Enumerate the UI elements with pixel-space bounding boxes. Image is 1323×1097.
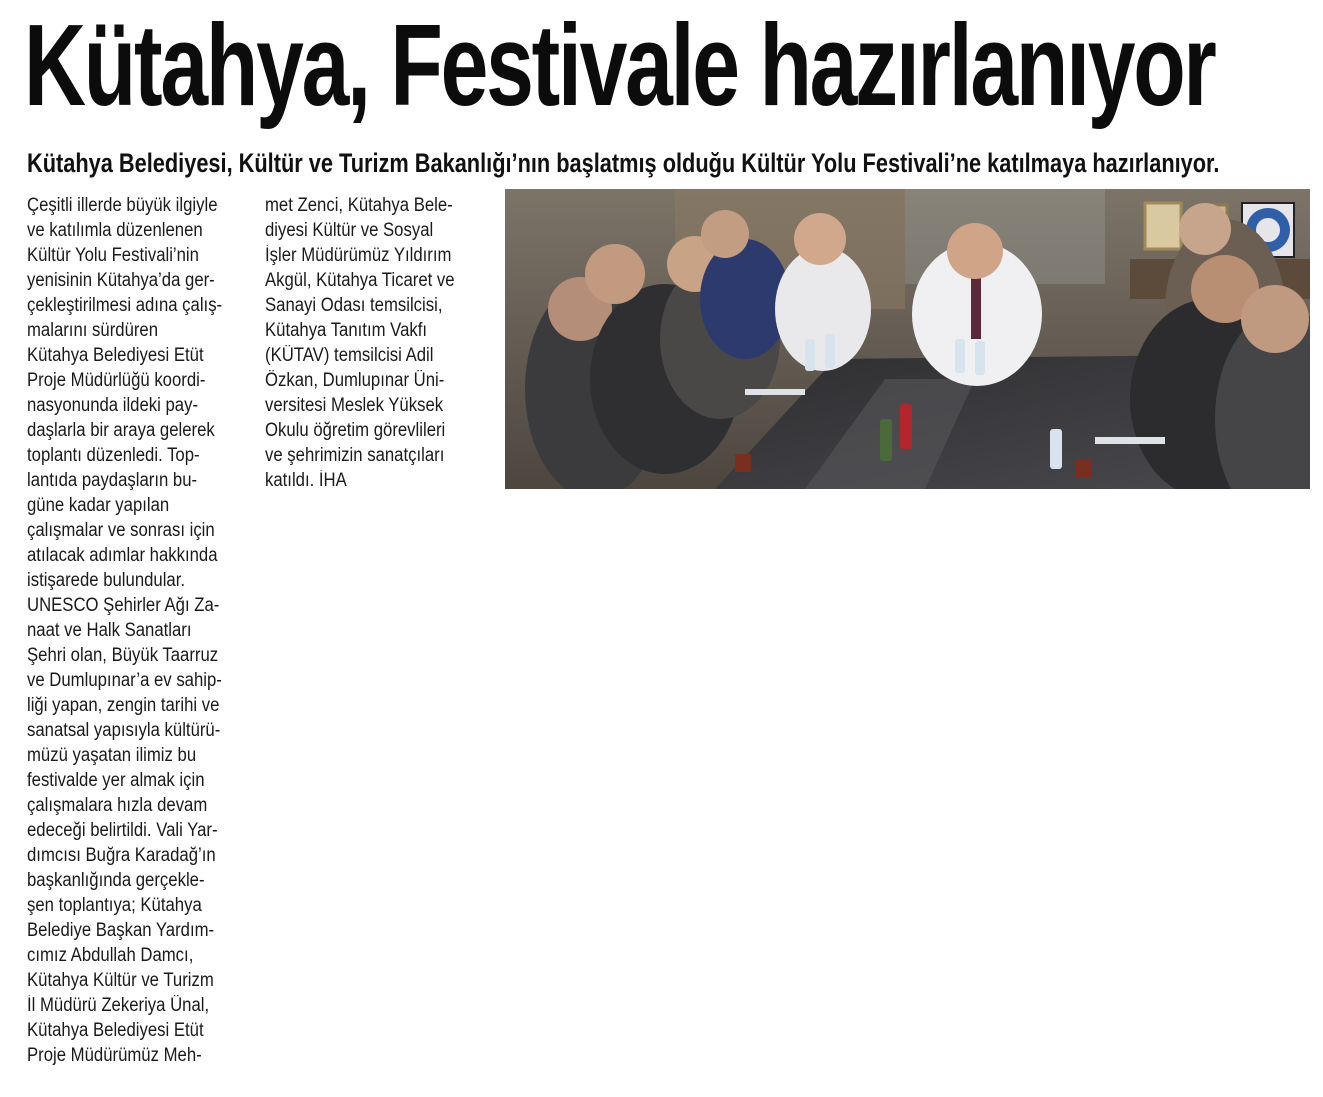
body-line: İl Müdürü Zekeriya Ünal,: [27, 995, 210, 1016]
photo-water-bottle: [1050, 429, 1062, 469]
photo-tie: [971, 269, 981, 339]
photo-person-head: [794, 213, 846, 265]
photo-water-bottle: [975, 341, 985, 375]
photo-papers: [1095, 437, 1165, 444]
photo-green-bottle: [880, 419, 892, 461]
photo-tea-glass: [735, 454, 751, 472]
body-line: müzü yaşatan ilimiz bu: [27, 745, 197, 766]
body-line: naat ve Halk Sanatları: [27, 620, 192, 641]
body-line: Şehri olan, Büyük Taarruz: [27, 645, 219, 666]
body-line: çalışmalar ve sonrası için: [27, 520, 215, 541]
meeting-photo-illustration: [505, 189, 1310, 489]
body-line: Kütahya Tanıtım Vakfı: [265, 320, 428, 341]
photo-frame-icon: [1145, 203, 1181, 249]
body-line: ve şehrimizin sanatçıları: [265, 445, 445, 466]
body-line: toplantı düzenledi. Top-: [27, 445, 200, 466]
body-line: Proje Müdürümüz Meh-: [27, 1045, 202, 1066]
photo-person-head: [947, 223, 1003, 279]
body-line: Proje Müdürlüğü koordi-: [27, 370, 206, 391]
body-line: Sanayi Odası temsilcisi,: [265, 295, 443, 316]
headline: Kütahya, Festivale hazırlanıyor: [24, 0, 1215, 130]
body-line: İşler Müdürümüz Yıldırım: [265, 245, 452, 266]
body-column-1: [27, 193, 247, 1068]
body-line: Özkan, Dumlupınar Üni-: [265, 370, 445, 391]
body-line: versitesi Meslek Yüksek: [265, 395, 444, 416]
body-line: Akgül, Kütahya Ticaret ve: [265, 270, 455, 291]
body-line: Okulu öğretim görevlileri: [265, 420, 446, 441]
body-line: ve katılımla düzenlenen: [27, 220, 203, 241]
body-line: Kütahya Kültür ve Turizm: [27, 970, 214, 991]
body-line: lantıda paydaşların bu-: [27, 470, 198, 491]
body-line: yenisinin Kütahya’da ger-: [27, 270, 215, 291]
body-line: daşlarla bir araya gelerek: [27, 420, 215, 441]
body-line: edeceği belirtildi. Vali Yar-: [27, 820, 218, 841]
body-column-2: [265, 193, 485, 493]
photo-person-head: [585, 244, 645, 304]
photo-water-bottle: [805, 339, 815, 371]
body-line: dımcısı Buğra Karadağ’ın: [27, 845, 216, 866]
body-line: malarını sürdüren: [27, 320, 159, 341]
body-line: atılacak adımlar hakkında: [27, 545, 218, 566]
photo-person-head: [1179, 203, 1231, 255]
deck-subheadline: Kütahya Belediyesi, Kültür ve Turizm Bakanlığı’nın başlatmış olduğu Kültür Yolu Festivali’ne katılmaya hazırlanıyor.: [27, 148, 1220, 178]
body-line: şen toplantıya; Kütahya: [27, 895, 202, 916]
body-line: liği yapan, zengin tarihi ve: [27, 695, 220, 716]
body-line: ve Dumlupınar’a ev sahip-: [27, 670, 222, 691]
body-line: festivalde yer almak için: [27, 770, 205, 791]
photo-papers: [745, 389, 805, 395]
body-line: Kütahya Belediyesi Etüt: [27, 345, 204, 366]
body-line: Kütahya Belediyesi Etüt: [27, 1020, 204, 1041]
photo-water-bottle: [955, 339, 965, 373]
body-line: (KÜTAV) temsilcisi Adil: [265, 345, 434, 366]
body-line: çekleştirilmesi adına çalış-: [27, 295, 223, 316]
body-line: Belediye Başkan Yardım-: [27, 920, 215, 941]
photo-water-bottle: [825, 334, 835, 368]
body-line: cımız Abdullah Damcı,: [27, 945, 194, 966]
body-line: nasyonunda ildeki pay-: [27, 395, 199, 416]
body-line: istişarede bulundular.: [27, 570, 186, 591]
body-line: UNESCO Şehirler Ağı Za-: [27, 595, 220, 616]
body-line: Çeşitli illerde büyük ilgiyle: [27, 195, 218, 216]
body-line: met Zenci, Kütahya Bele-: [265, 195, 453, 216]
body-line: sanatsal yapısıyla kültürü-: [27, 720, 221, 741]
meeting-photo: [505, 189, 1310, 489]
body-line: Kültür Yolu Festivali’nin: [27, 245, 199, 266]
body-line: güne kadar yapılan: [27, 495, 170, 516]
body-line: katıldı. İHA: [265, 470, 347, 491]
body-line: başkanlığında gerçekle-: [27, 870, 205, 891]
body-line: çalışmalara hızla devam: [27, 795, 208, 816]
photo-tea-glass: [1075, 459, 1091, 477]
photo-person-center-1: [775, 247, 871, 371]
photo-red-bottle: [900, 404, 912, 449]
photo-person-head: [701, 210, 749, 258]
photo-person-head: [1241, 285, 1309, 353]
body-line: diyesi Kültür ve Sosyal: [265, 220, 434, 241]
